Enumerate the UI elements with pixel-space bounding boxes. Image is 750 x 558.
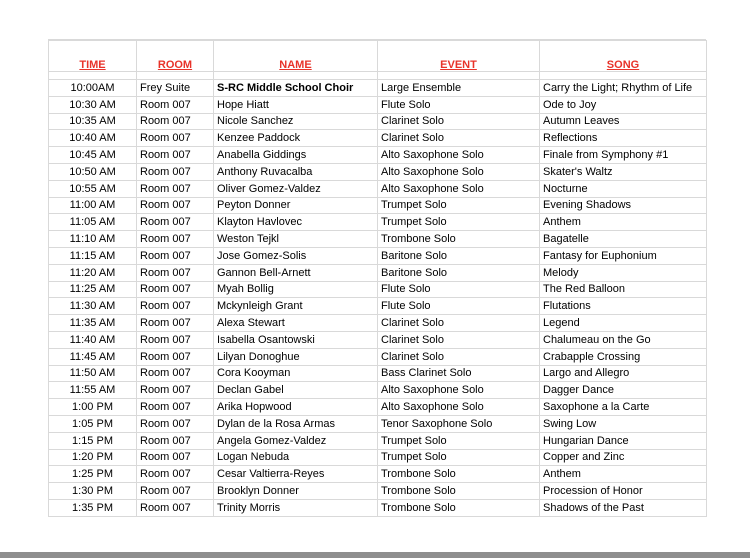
cell-event: Bass Clarinet Solo — [378, 365, 540, 382]
cell-room: Room 007 — [137, 348, 214, 365]
cell-name: Anthony Ruvacalba — [214, 163, 378, 180]
cell-name: Lilyan Donoghue — [214, 348, 378, 365]
table-row — [49, 264, 707, 281]
table-row — [49, 180, 707, 197]
cell-name: Dylan de la Rosa Armas — [214, 415, 378, 432]
cell-time: 10:35 AM — [49, 113, 137, 130]
cell-time: 10:45 AM — [49, 147, 137, 164]
cell-song: Ode to Joy — [540, 96, 707, 113]
cell-time: 11:50 AM — [49, 365, 137, 382]
cell-name: Kenzee Paddock — [214, 130, 378, 147]
table-row — [49, 449, 707, 466]
cell-room: Room 007 — [137, 96, 214, 113]
cell-song: Reflections — [540, 130, 707, 147]
cell-event: Flute Solo — [378, 96, 540, 113]
table-row — [49, 415, 707, 432]
cell-time: 11:25 AM — [49, 281, 137, 298]
cell-event: Alto Saxophone Solo — [378, 180, 540, 197]
cell-event: Alto Saxophone Solo — [378, 382, 540, 399]
cell-song: Anthem — [540, 214, 707, 231]
cell-room: Room 007 — [137, 432, 214, 449]
table-row — [49, 499, 707, 516]
cell-name: Isabella Osantowski — [214, 331, 378, 348]
cell-song: Chalumeau on the Go — [540, 331, 707, 348]
cell-event: Trumpet Solo — [378, 449, 540, 466]
window-bottom-bar — [0, 552, 750, 558]
cell-event: Trumpet Solo — [378, 214, 540, 231]
cell-time: 1:15 PM — [49, 432, 137, 449]
cell-song: Anthem — [540, 466, 707, 483]
cell-time: 10:40 AM — [49, 130, 137, 147]
schedule-sheet — [48, 39, 706, 517]
cell-name: Myah Bollig — [214, 281, 378, 298]
cell-song: Skater's Waltz — [540, 163, 707, 180]
table-row — [49, 483, 707, 500]
cell-event: Trombone Solo — [378, 499, 540, 516]
table-row — [49, 298, 707, 315]
table-row — [49, 331, 707, 348]
cell-event: Clarinet Solo — [378, 331, 540, 348]
table-row — [49, 348, 707, 365]
cell-name: Anabella Giddings — [214, 147, 378, 164]
cell-song: Bagatelle — [540, 231, 707, 248]
cell-song: Fantasy for Euphonium — [540, 247, 707, 264]
schedule-table — [48, 40, 707, 517]
cell-song: Finale from Symphony #1 — [540, 147, 707, 164]
cell-event: Baritone Solo — [378, 264, 540, 281]
cell-room: Room 007 — [137, 449, 214, 466]
header-room: ROOM — [137, 41, 214, 72]
cell-name: Arika Hopwood — [214, 399, 378, 416]
cell-name: Angela Gomez-Valdez — [214, 432, 378, 449]
cell-time: 11:20 AM — [49, 264, 137, 281]
cell-song: The Red Balloon — [540, 281, 707, 298]
cell-time: 10:30 AM — [49, 96, 137, 113]
cell-event: Clarinet Solo — [378, 113, 540, 130]
cell-room: Room 007 — [137, 197, 214, 214]
cell-time: 1:20 PM — [49, 449, 137, 466]
cell-name: Declan Gabel — [214, 382, 378, 399]
cell-room: Room 007 — [137, 399, 214, 416]
header-name: NAME — [214, 41, 378, 72]
cell-time: 11:00 AM — [49, 197, 137, 214]
cell-room: Room 007 — [137, 264, 214, 281]
cell-room: Room 007 — [137, 147, 214, 164]
cell-room: Room 007 — [137, 298, 214, 315]
table-row — [49, 315, 707, 332]
cell-song: Saxophone a la Carte — [540, 399, 707, 416]
table-row — [49, 432, 707, 449]
cell-room: Frey Suite — [137, 80, 214, 97]
cell-song: Largo and Allegro — [540, 365, 707, 382]
cell-event: Flute Solo — [378, 281, 540, 298]
cell-time: 10:00AM — [49, 80, 137, 97]
cell-room: Room 007 — [137, 281, 214, 298]
table-row — [49, 80, 707, 97]
cell-room: Room 007 — [137, 382, 214, 399]
cell-room: Room 007 — [137, 180, 214, 197]
table-row — [49, 281, 707, 298]
cell-event: Trumpet Solo — [378, 197, 540, 214]
header-time: TIME — [49, 41, 137, 72]
cell-room: Room 007 — [137, 365, 214, 382]
cell-name: Logan Nebuda — [214, 449, 378, 466]
cell-name: Cora Kooyman — [214, 365, 378, 382]
cell-song: Copper and Zinc — [540, 449, 707, 466]
table-row — [49, 113, 707, 130]
table-row — [49, 247, 707, 264]
table-row — [49, 96, 707, 113]
cell-name: Hope Hiatt — [214, 96, 378, 113]
header-song: SONG — [540, 41, 707, 72]
cell-room: Room 007 — [137, 214, 214, 231]
cell-time: 11:05 AM — [49, 214, 137, 231]
cell-time: 1:35 PM — [49, 499, 137, 516]
cell-event: Trumpet Solo — [378, 432, 540, 449]
cell-room: Room 007 — [137, 231, 214, 248]
cell-event: Alto Saxophone Solo — [378, 147, 540, 164]
cell-name: Cesar Valtierra-Reyes — [214, 466, 378, 483]
cell-time: 10:50 AM — [49, 163, 137, 180]
header-event: EVENT — [378, 41, 540, 72]
table-row — [49, 214, 707, 231]
cell-time: 1:25 PM — [49, 466, 137, 483]
cell-event: Clarinet Solo — [378, 348, 540, 365]
cell-song: Legend — [540, 315, 707, 332]
header-row — [49, 41, 707, 72]
cell-time: 10:55 AM — [49, 180, 137, 197]
cell-event: Clarinet Solo — [378, 315, 540, 332]
cell-name: Jose Gomez-Solis — [214, 247, 378, 264]
cell-song: Shadows of the Past — [540, 499, 707, 516]
cell-event: Trombone Solo — [378, 483, 540, 500]
table-row — [49, 147, 707, 164]
cell-name: Nicole Sanchez — [214, 113, 378, 130]
schedule-rows — [49, 80, 707, 517]
cell-song: Autumn Leaves — [540, 113, 707, 130]
cell-time: 11:15 AM — [49, 247, 137, 264]
cell-name: Peyton Donner — [214, 197, 378, 214]
table-row — [49, 399, 707, 416]
cell-song: Evening Shadows — [540, 197, 707, 214]
cell-room: Room 007 — [137, 163, 214, 180]
cell-song: Crabapple Crossing — [540, 348, 707, 365]
table-row — [49, 197, 707, 214]
cell-event: Trombone Solo — [378, 231, 540, 248]
cell-name: Brooklyn Donner — [214, 483, 378, 500]
cell-event: Flute Solo — [378, 298, 540, 315]
cell-room: Room 007 — [137, 130, 214, 147]
cell-event: Trombone Solo — [378, 466, 540, 483]
cell-time: 11:35 AM — [49, 315, 137, 332]
cell-event: Tenor Saxophone Solo — [378, 415, 540, 432]
cell-song: Nocturne — [540, 180, 707, 197]
cell-time: 11:30 AM — [49, 298, 137, 315]
cell-time: 11:45 AM — [49, 348, 137, 365]
table-row — [49, 365, 707, 382]
cell-room: Room 007 — [137, 247, 214, 264]
cell-time: 11:10 AM — [49, 231, 137, 248]
cell-time: 1:30 PM — [49, 483, 137, 500]
cell-time: 1:00 PM — [49, 399, 137, 416]
cell-song: Carry the Light; Rhythm of Life — [540, 80, 707, 97]
cell-event: Alto Saxophone Solo — [378, 399, 540, 416]
table-row — [49, 382, 707, 399]
spacer-row — [49, 72, 707, 80]
cell-event: Large Ensemble — [378, 80, 540, 97]
cell-name: Oliver Gomez-Valdez — [214, 180, 378, 197]
cell-room: Room 007 — [137, 415, 214, 432]
cell-name: Gannon Bell-Arnett — [214, 264, 378, 281]
cell-time: 11:55 AM — [49, 382, 137, 399]
cell-room: Room 007 — [137, 499, 214, 516]
cell-event: Alto Saxophone Solo — [378, 163, 540, 180]
cell-song: Hungarian Dance — [540, 432, 707, 449]
cell-room: Room 007 — [137, 483, 214, 500]
cell-event: Baritone Solo — [378, 247, 540, 264]
cell-name: Alexa Stewart — [214, 315, 378, 332]
table-row — [49, 231, 707, 248]
cell-song: Dagger Dance — [540, 382, 707, 399]
cell-song: Swing Low — [540, 415, 707, 432]
cell-name: Klayton Havlovec — [214, 214, 378, 231]
cell-name: Weston Tejkl — [214, 231, 378, 248]
table-row — [49, 466, 707, 483]
cell-song: Flutations — [540, 298, 707, 315]
cell-name: Trinity Morris — [214, 499, 378, 516]
cell-song: Procession of Honor — [540, 483, 707, 500]
cell-event: Clarinet Solo — [378, 130, 540, 147]
table-row — [49, 163, 707, 180]
cell-room: Room 007 — [137, 466, 214, 483]
cell-room: Room 007 — [137, 113, 214, 130]
cell-room: Room 007 — [137, 315, 214, 332]
cell-room: Room 007 — [137, 331, 214, 348]
cell-song: Melody — [540, 264, 707, 281]
cell-time: 1:05 PM — [49, 415, 137, 432]
cell-name: S-RC Middle School Choir — [214, 80, 378, 97]
cell-name: Mckynleigh Grant — [214, 298, 378, 315]
cell-time: 11:40 AM — [49, 331, 137, 348]
table-row — [49, 130, 707, 147]
